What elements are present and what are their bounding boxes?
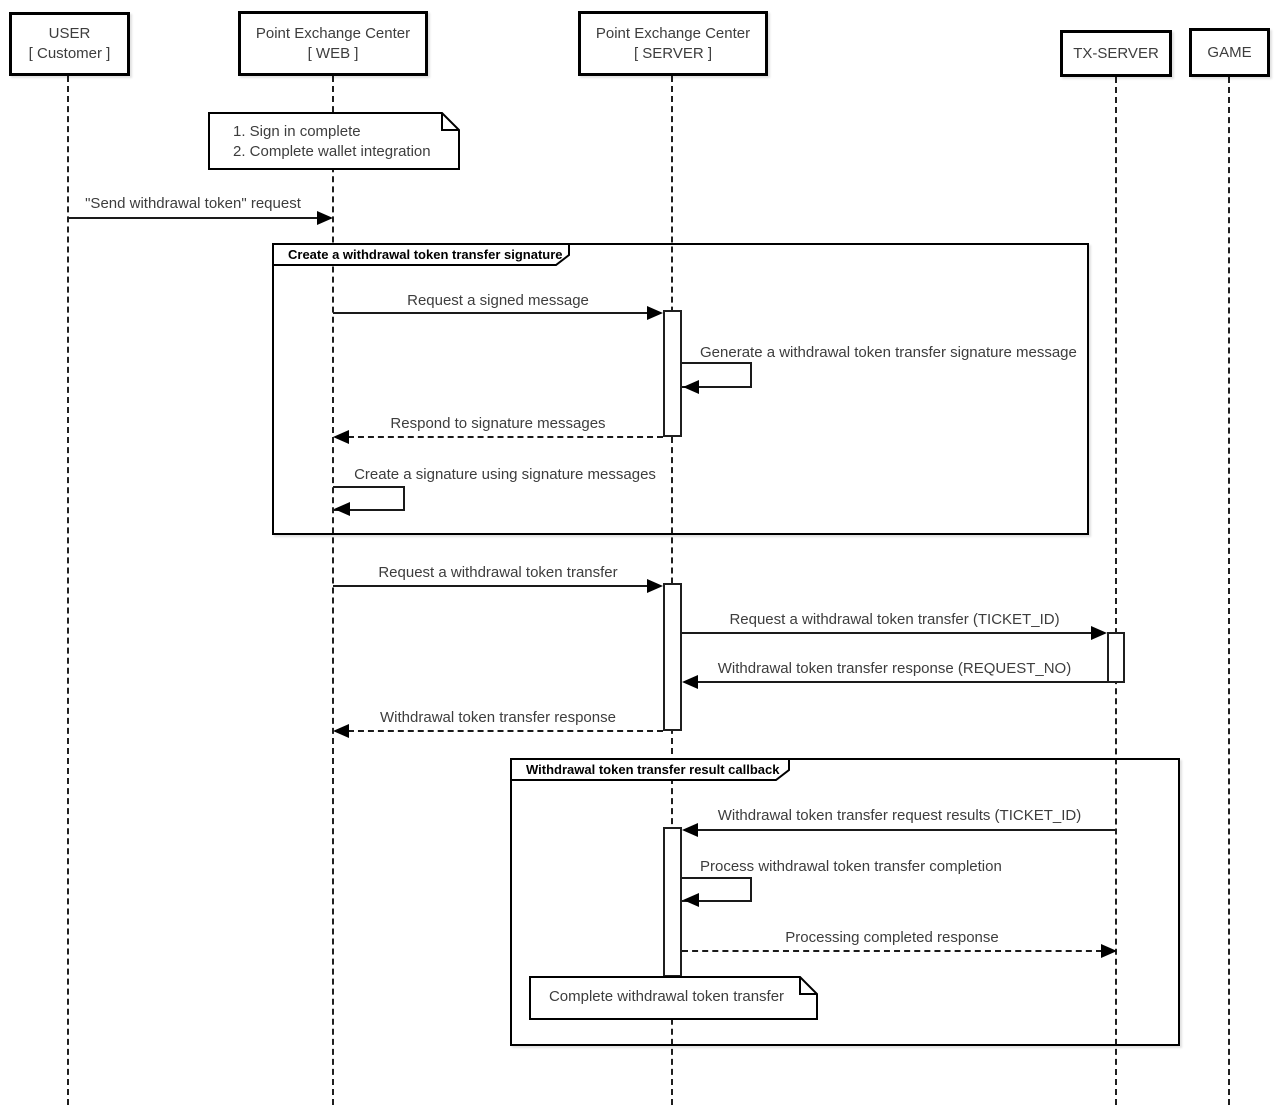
participant-name: GAME	[1207, 43, 1252, 61]
participant-web	[238, 11, 428, 76]
participant-name: TX-SERVER	[1073, 44, 1159, 62]
message-label: "Send withdrawal token" request	[85, 195, 301, 212]
message-label: Respond to signature messages	[390, 415, 606, 432]
arrowhead	[334, 502, 350, 516]
arrowhead	[333, 724, 349, 738]
message-line	[333, 585, 648, 587]
frame-label-text: Withdrawal token transfer result callback	[526, 762, 780, 777]
activation-tx-server	[1107, 632, 1125, 683]
note-precondition	[208, 112, 460, 170]
message-label: Withdrawal token transfer response	[380, 709, 616, 726]
message-label: Processing completed response	[785, 929, 999, 946]
arrowhead	[317, 211, 333, 225]
participant-tx-server	[1060, 30, 1172, 77]
message-label: Withdrawal token transfer request results (TICKET_ID)	[717, 807, 1082, 824]
message-line	[682, 950, 1102, 952]
activation-server	[663, 583, 682, 731]
message-line	[697, 681, 1107, 683]
message-line	[682, 632, 1092, 634]
message-label: Request a signed message	[407, 292, 589, 309]
note-line: 1. Sign in complete	[233, 123, 361, 140]
message-label: Request a withdrawal token transfer (TICKET_ID)	[729, 611, 1060, 628]
message-label: Withdrawal token transfer response (REQUEST_NO)	[717, 660, 1072, 677]
participant-game	[1189, 28, 1270, 77]
activation-server	[663, 310, 682, 437]
lifeline-user	[67, 76, 69, 1105]
arrowhead	[647, 579, 663, 593]
lifeline-game	[1228, 77, 1230, 1105]
participant-name: Point Exchange Center	[255, 24, 411, 42]
participant-name: USER	[48, 25, 91, 42]
lifeline-web	[332, 76, 334, 1105]
message-label: Generate a withdrawal token transfer signature message	[700, 344, 1077, 361]
frame-signature-label	[272, 243, 570, 266]
frame-label-text: Create a withdrawal token transfer signature	[288, 247, 563, 262]
arrowhead	[683, 893, 699, 907]
message-label: Process withdrawal token transfer completion	[700, 858, 1002, 875]
arrowhead	[1101, 944, 1117, 958]
message-line	[68, 217, 318, 219]
participant-role: [ Customer ]	[28, 45, 111, 62]
frame-callback-label	[510, 758, 790, 781]
participant-name: Point Exchange Center	[595, 24, 751, 42]
message-line	[348, 436, 663, 438]
note-line: 2. Complete wallet integration	[233, 143, 431, 160]
message-line	[697, 829, 1117, 831]
note-completion	[529, 976, 818, 1020]
message-line	[348, 730, 663, 732]
arrowhead	[647, 306, 663, 320]
note-line: Complete withdrawal token transfer	[548, 988, 785, 1005]
participant-user	[9, 12, 130, 76]
arrowhead	[333, 430, 349, 444]
participant-server	[578, 11, 768, 76]
arrowhead	[1091, 626, 1107, 640]
arrowhead	[682, 675, 698, 689]
message-label: Request a withdrawal token transfer	[378, 564, 618, 581]
message-label: Create a signature using signature messages	[354, 466, 656, 483]
arrowhead	[682, 823, 698, 837]
participant-role: [ SERVER ]	[633, 44, 713, 62]
activation-server	[663, 827, 682, 977]
participant-role: [ WEB ]	[307, 44, 359, 62]
message-line	[333, 312, 648, 314]
arrowhead	[683, 380, 699, 394]
